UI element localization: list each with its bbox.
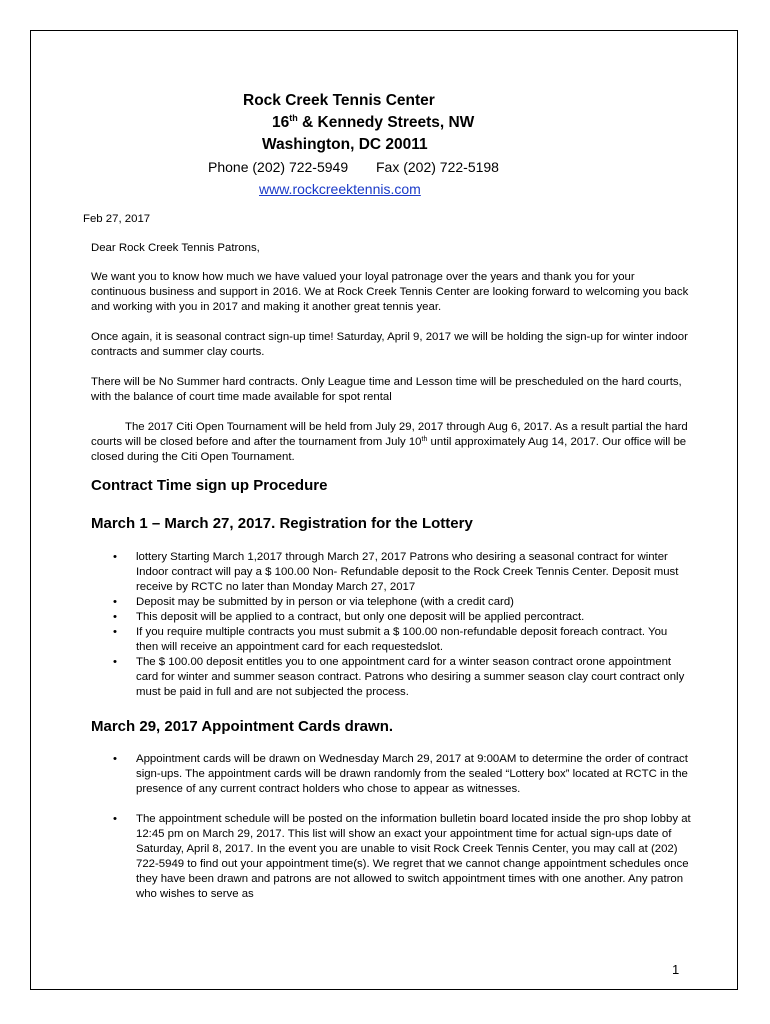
procedure-heading: Contract Time sign up Procedure (91, 477, 328, 494)
bullet-text: If you require multiple contracts you must submit a $ 100.00 non-refundable deposit foreach contract. You then will receive an appointment card for each requestedslot. (136, 626, 668, 653)
list-item (91, 812, 691, 902)
paragraph-signup: Once again, it is seasonal contract sign-up time! Saturday, April 9, 2017 we will be holding the sign-up for winter indoor contracts and summer clay courts. (91, 331, 688, 358)
bullet-glyph: • (113, 611, 117, 623)
city-line: Washington, DC 20011 (262, 136, 428, 153)
bullet-glyph: • (113, 753, 117, 765)
paragraph-citi-open (91, 420, 691, 465)
cards-bullet-list (91, 752, 691, 902)
address-ordinal: th (289, 113, 298, 123)
bullet-text: Appointment cards will be drawn on Wednesday March 29, 2017 at 9:00AM to determine the order of contract sign-ups. The appointment cards will be drawn randomly from the sealed “Lottery box” located at RCTC in the presence of any current contract holders who chose to appear as witnesses. (136, 753, 688, 795)
bullet-text: This deposit will be applied to a contract, but only one deposit will be applied percontract. (136, 611, 585, 623)
list-item (91, 752, 691, 797)
bullet-glyph: • (113, 551, 117, 563)
list-item (91, 655, 691, 700)
bullet-glyph: • (113, 656, 117, 668)
list-item (91, 610, 691, 625)
lottery-heading: March 1 – March 27, 2017. Registration for the Lottery (91, 515, 473, 532)
bullet-text: Deposit may be submitted by in person or via telephone (with a credit card) (136, 596, 514, 608)
paragraph-intro: We want you to know how much we have valued your loyal patronage over the years and thank you for your continuous business and support in 2016. We at Rock Creek Tennis Center are looking forward to welcoming you back and working with you in 2017 and making it another great tennis year. (91, 271, 689, 313)
letter-date: Feb 27, 2017 (83, 213, 151, 225)
address-number: 16 (272, 114, 290, 131)
address-streets: & Kennedy Streets, NW (297, 114, 475, 131)
citi-open-text-a: The 2017 Citi Open Tournament will be held from July 29, 2017 through Aug 6, 2017. As a result partial the hard courts will be closed before and after the tournament from July 10 (91, 421, 688, 448)
list-item (91, 595, 691, 610)
bullet-glyph: • (113, 596, 117, 608)
list-item (91, 625, 691, 655)
bullet-text: lottery Starting March 1,2017 through March 27, 2017 Patrons who desiring a seasonal contract for winter Indoor contract will pay a $ 100.00 Non- Refundable deposit to the Rock Creek Tennis Center. Deposit must receive by RCTC no later than Monday March 27, 2017 (136, 551, 679, 593)
phone-number: Phone (202) 722-5949 (208, 159, 349, 175)
org-name: Rock Creek Tennis Center (243, 92, 435, 109)
paragraph-hard-contracts: There will be No Summer hard contracts. Only League time and Lesson time will be prescheduled on the hard courts, with the balance of court time made available for spot rental (91, 376, 682, 403)
bullet-glyph: • (113, 626, 117, 638)
citi-open-ordinal: th (421, 436, 428, 443)
salutation: Dear Rock Creek Tennis Patrons, (91, 242, 260, 254)
bullet-text: The $ 100.00 deposit entitles you to one appointment card for a winter season contract orone appointment card for winter and summer season contract. Patrons who desiring a summer season clay court contract only must be paid in full and are not subjected the process. (136, 656, 685, 698)
list-item (91, 550, 691, 595)
street-address (272, 114, 474, 132)
page-number: 1 (672, 962, 680, 977)
bullet-text: The appointment schedule will be posted on the information bulletin board located inside the pro shop lobby at 12:45 pm on March 29, 2017. This list will show an exact your appointment time for actual sign-ups date of Saturday, April 8, 2017. In the event you are unable to visit Rock Creek Tennis Center, you may call at (202) 722-5949 to find out your appointment time(s). We regret that we cannot change appointment schedules once they have been drawn and patrons are not allowed to switch appointment times with one another. Any patron who wishes to serve as (136, 813, 691, 900)
lottery-bullet-list (91, 550, 691, 700)
website-link[interactable]: www.rockcreektennis.com (259, 181, 421, 197)
bullet-glyph: • (113, 813, 117, 825)
fax-number: Fax (202) 722-5198 (376, 159, 499, 175)
citi-open-text-b: until approximately Aug 14, 2017. Our office will be closed during the Citi Open Tournament. (91, 436, 687, 463)
appointment-cards-heading: March 29, 2017 Appointment Cards drawn. (91, 718, 394, 735)
